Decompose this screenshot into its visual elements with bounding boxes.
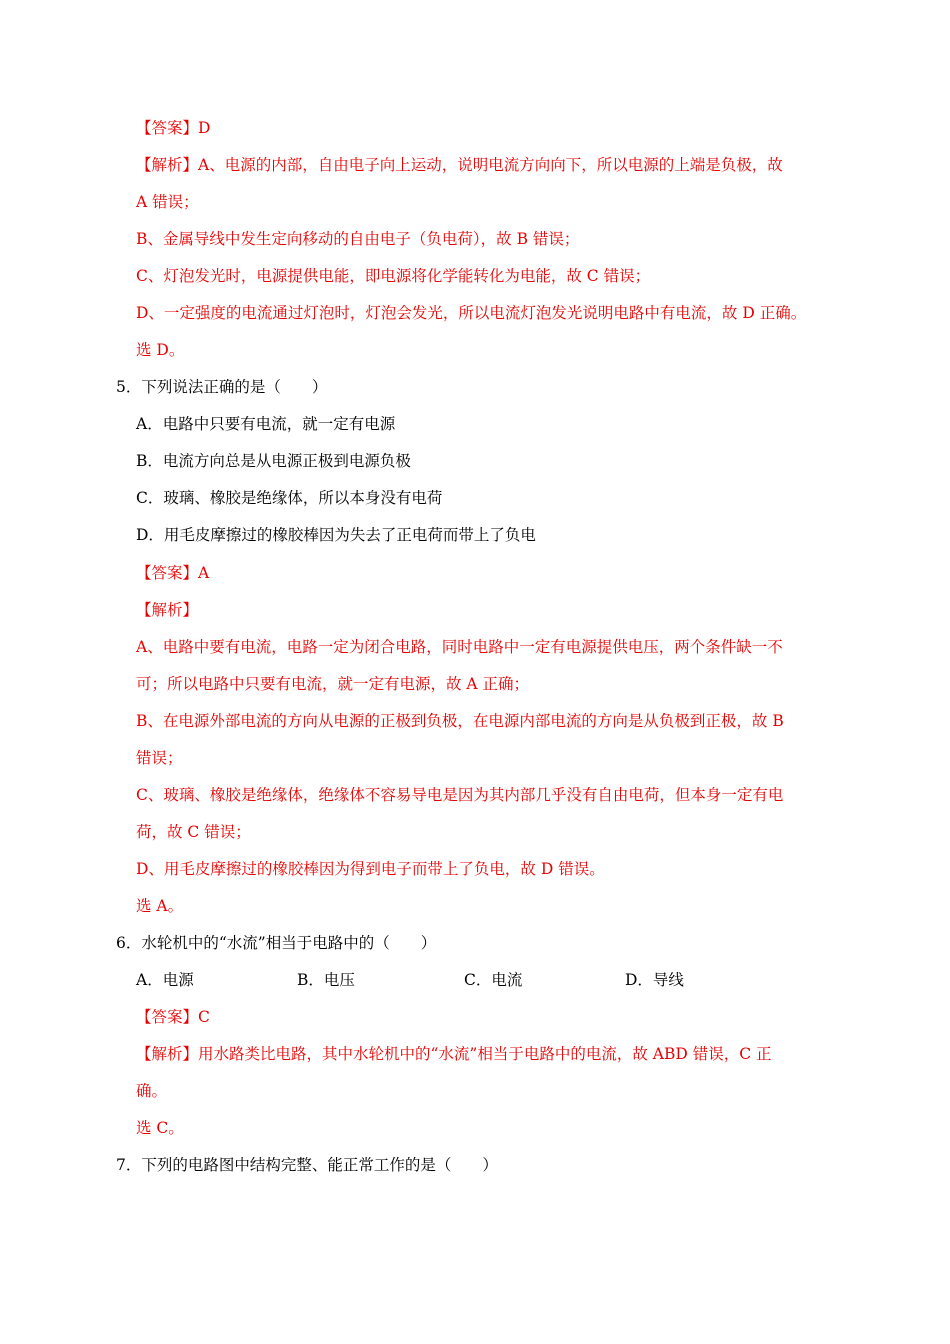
q6-analysis-line-1: 【解析】用水路类比电路，其中水轮机中的“水流”相当于电路中的电流，故 ABD 错误，C 正 bbox=[136, 1045, 772, 1063]
q5-stem: 5．下列说法正确的是（ ） bbox=[116, 378, 328, 396]
q6-stem: 6．水轮机中的“水流”相当于电路中的（ ） bbox=[116, 934, 437, 952]
q5-analysis-a-line-2: 可；所以电路中只要有电流，就一定有电源，故 A 正确； bbox=[136, 675, 530, 693]
q5-analysis-c-line-2: 荷，故 C 错误； bbox=[136, 823, 251, 841]
q6-option-d: D．导线 bbox=[625, 971, 684, 989]
q4-analysis-d: D、一定强度的电流通过灯泡时，灯泡会发光，所以电流灯泡发光说明电路中有电流，故 D 正确。 bbox=[136, 304, 807, 322]
q4-analysis-c: C、灯泡发光时，电源提供电能，即电源将化学能转化为电能，故 C 错误； bbox=[136, 267, 651, 285]
q4-analysis-line-2: A 错误； bbox=[136, 193, 199, 211]
q5-analysis-label: 【解析】 bbox=[136, 601, 199, 619]
q6-answer: 【答案】C bbox=[136, 1008, 210, 1026]
q5-analysis-c-line-1: C、玻璃、橡胶是绝缘体，绝缘体不容易导电是因为其内部几乎没有自由电荷，但本身一定有电 bbox=[136, 786, 784, 804]
q5-option-b: B．电流方向总是从电源正极到电源负极 bbox=[136, 452, 411, 470]
q5-choice: 选 A。 bbox=[136, 897, 184, 915]
q6-option-c: C．电流 bbox=[464, 971, 523, 989]
q5-analysis-a-line-1: A、电路中要有电流，电路一定为闭合电路，同时电路中一定有电源提供电压，两个条件缺一不 bbox=[136, 638, 783, 656]
q6-choice: 选 C。 bbox=[136, 1119, 184, 1137]
q5-option-d: D．用毛皮摩擦过的橡胶棒因为失去了正电荷而带上了负电 bbox=[136, 526, 536, 544]
q7-stem: 7．下列的电路图中结构完整、能正常工作的是（ ） bbox=[116, 1156, 498, 1174]
q4-choice: 选 D。 bbox=[136, 341, 185, 359]
q5-analysis-b-line-1: B、在电源外部电流的方向从电源的正极到负极，在电源内部电流的方向是从负极到正极，故 B bbox=[136, 712, 784, 730]
q4-answer: 【答案】D bbox=[136, 119, 211, 137]
q6-option-a: A．电源 bbox=[136, 971, 194, 989]
q4-analysis-line-1: 【解析】A、电源的内部，自由电子向上运动，说明电流方向向下，所以电源的上端是负极，故 bbox=[136, 156, 783, 174]
q5-analysis-b-line-2: 错误； bbox=[136, 749, 183, 767]
q5-analysis-d: D、用毛皮摩擦过的橡胶棒因为得到电子而带上了负电，故 D 错误。 bbox=[136, 860, 605, 878]
q6-option-b: B．电压 bbox=[297, 971, 355, 989]
q5-answer: 【答案】A bbox=[136, 564, 210, 582]
q5-option-a: A．电路中只要有电流，就一定有电源 bbox=[136, 415, 396, 433]
q4-analysis-b: B、金属导线中发生定向移动的自由电子（负电荷），故 B 错误； bbox=[136, 230, 580, 248]
q6-analysis-line-2: 确。 bbox=[136, 1082, 168, 1100]
q5-option-c: C．玻璃、橡胶是绝缘体，所以本身没有电荷 bbox=[136, 489, 443, 507]
